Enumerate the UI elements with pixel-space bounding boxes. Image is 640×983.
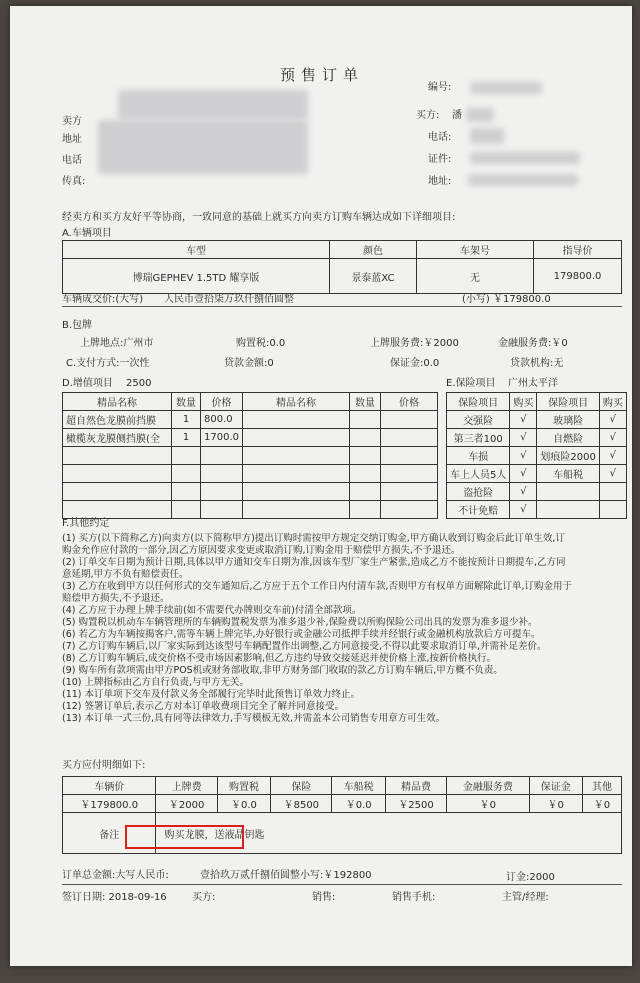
clause-line: 赔偿甲方损失,不予退还。	[62, 593, 170, 604]
redacted-order-number	[470, 82, 542, 94]
buyer-id-label: 证件:	[428, 154, 452, 165]
order-number-label: 编号:	[428, 82, 452, 93]
plate-service-fee: 上牌服务费:￥2000	[370, 338, 459, 349]
ins-check: √	[510, 429, 537, 447]
deal-price-caps: 人民币壹拾柒万玖仟捌佰圆整	[164, 294, 294, 305]
ins-check: √	[599, 411, 626, 429]
col-header-plate-fee: 上牌费	[156, 777, 217, 795]
payment-value: ￥0	[529, 795, 582, 813]
document-title: 预售订单	[280, 66, 365, 84]
sales-phone-label: 销售手机:	[392, 892, 436, 903]
ins-check: √	[510, 465, 537, 483]
col-header-vessel-tax: 车船税	[332, 777, 385, 795]
payment-value: ￥8500	[271, 795, 332, 813]
ins-item: 不计免赔	[447, 501, 510, 519]
clause-line: (1) 买方(以下简称乙方)向卖方(以下简称甲方)提出订购时需按甲方规定交纳订购金,甲方确认收到订购金后此订单生效,订	[62, 533, 565, 544]
col-header-acc-name: 精品名称	[63, 393, 172, 411]
col-header-acc-name-2: 精品名称	[243, 393, 350, 411]
ins-check	[599, 483, 626, 501]
payment-value: ￥2500	[385, 795, 446, 813]
col-header-purchase-tax: 购置税	[217, 777, 270, 795]
clause-line: (9) 购车所有款项需由甲方POS机或财务部收取,非甲方财务部门收取的款乙方订购车辆后,甲方概不负责。	[62, 665, 503, 676]
ins-item: 交强险	[447, 411, 510, 429]
payment-value: ￥0	[582, 795, 621, 813]
clause-line: (5) 购置税以机动车车辆管理所的车辆购置税发票为准多退少补,保险费以所购保险公司出具的发票为准多退少补。	[62, 617, 538, 628]
clause-line: (6) 若乙方为车辆按揭客户,需等车辆上牌完毕,办好银行或金融公司抵押手续并经银行或金融机构放款后方可提车。	[62, 629, 541, 640]
col-header-deposit: 保证金	[529, 777, 582, 795]
clause-line: (2) 订单交车日期为预计日期,具体以甲方通知交车日期为准,因该车型厂家生产紧张,造成乙方不能按预计日期提车,乙方同	[62, 557, 566, 568]
col-header-ins-buy-2: 购买	[599, 393, 626, 411]
col-header-car-price: 车辆价	[63, 777, 156, 795]
total-small: 小写:￥192800	[300, 870, 372, 881]
deal-price-label: 车辆成交价:(大写)	[62, 294, 144, 305]
section-a-label: A.车辆项目	[62, 228, 112, 239]
intro-text: 经卖方和买方友好平等协商，一致同意的基础上就买方向卖方订购车辆达成如下详细项目:	[62, 212, 456, 223]
acc-name: 超自然色龙膜前挡膜	[63, 411, 172, 429]
purchase-tax: 购置税:0.0	[236, 338, 286, 349]
ins-item: 玻璃险	[537, 411, 599, 429]
table-row	[447, 447, 627, 465]
section-d-total: 2500	[126, 378, 152, 389]
loan-org: 贷款机构:无	[510, 358, 564, 369]
table-row	[63, 411, 438, 429]
insurance-table	[446, 392, 627, 519]
sign-date: 签订日期: 2018-09-16	[62, 892, 167, 903]
seller-label: 卖方	[62, 116, 82, 127]
ins-item: 盗抢险	[447, 483, 510, 501]
clause-line: (13) 本订单一式三份,具有同等法律效力,手写模板无效,并需盖本公司销售专用章方可生效。	[62, 713, 446, 724]
payment-value: ￥0.0	[217, 795, 270, 813]
ins-check: √	[510, 483, 537, 501]
vehicle-color: 景泰蓝XC	[330, 259, 417, 294]
clause-line: (10) 上牌指标由乙方自行负责,与甲方无关。	[62, 677, 250, 688]
col-header-acc-qty: 数量	[172, 393, 201, 411]
col-header-guide-price: 指导价	[534, 241, 622, 259]
table-row	[447, 483, 627, 501]
remark-value: 购买龙膜，送液晶钥匙	[156, 813, 622, 854]
acc-name: 橄榄灰龙膜侧挡膜(全	[63, 429, 172, 447]
buyer-signature-label: 买方:	[192, 892, 216, 903]
col-header-other: 其他	[582, 777, 621, 795]
ins-item	[537, 501, 599, 519]
col-header-model: 车型	[63, 241, 330, 259]
clause-line: (12) 签署订单后,表示乙方对本订单收费项目完全了解并同意接受。	[62, 701, 345, 712]
col-header-acc-qty-2: 数量	[350, 393, 381, 411]
ins-check: √	[510, 501, 537, 519]
table-row	[447, 501, 627, 519]
clause-line: 购金允作应付款的一部分,因乙方原因要求变更或取消订购,订购金用于赔偿甲方损失,不予退还。	[62, 545, 461, 556]
col-header-finance-fee: 金融服务费	[447, 777, 529, 795]
ins-item: 划痕险2000	[537, 447, 599, 465]
ins-item	[537, 483, 599, 501]
clause-line: (8) 乙方订购车辆后,成交价格不受市场因素影响,但乙方违约导致交接延迟并使价格上涨,按新价格执行。	[62, 653, 497, 664]
col-header-ins-item-2: 保险项目	[537, 393, 599, 411]
ins-item: 车上人员5人	[447, 465, 510, 483]
buyer-address-label: 地址:	[428, 176, 452, 187]
ins-item: 车损	[447, 447, 510, 465]
finance-service-fee: 金融服务费:￥0	[498, 338, 568, 349]
table-row	[63, 795, 622, 813]
acc-qty: 1	[172, 429, 201, 447]
table-row	[447, 465, 627, 483]
section-e-label: E.保险项目	[446, 378, 496, 389]
table-row	[447, 429, 627, 447]
redacted-buyer-id	[470, 152, 580, 164]
remark-label: 备注	[63, 813, 156, 854]
ins-item: 车船税	[537, 465, 599, 483]
buyer-name: 潘	[452, 110, 462, 121]
vehicle-guide-price: 179800.0	[534, 259, 622, 294]
col-header-color: 颜色	[330, 241, 417, 259]
payment-value: ￥0.0	[332, 795, 385, 813]
ins-check: √	[510, 411, 537, 429]
col-header-ins-item: 保险项目	[447, 393, 510, 411]
col-header-insurance: 保险	[271, 777, 332, 795]
acc-qty: 1	[172, 411, 201, 429]
seller-phone-label: 电话	[62, 155, 82, 166]
col-header-acc-price-2: 价格	[381, 393, 438, 411]
payment-value: ￥179800.0	[63, 795, 156, 813]
redacted-seller	[118, 90, 308, 120]
total-label: 订单总金额:大写人民币:	[62, 870, 169, 881]
ins-check: √	[599, 429, 626, 447]
vehicle-model: 博瑞GEPHEV 1.5TD 耀享版	[63, 259, 330, 294]
accessories-table	[62, 392, 438, 519]
vehicle-vin: 无	[417, 259, 534, 294]
redacted-buyer-address	[468, 174, 578, 186]
sales-label: 销售:	[312, 892, 336, 903]
clause-line: (4) 乙方应于办理上牌手续前(如不需要代办牌则交车前)付清全部款项。	[62, 605, 362, 616]
divider	[62, 884, 622, 885]
col-header-ins-buy: 购买	[510, 393, 537, 411]
deposit-amount: 订金:2000	[506, 872, 555, 883]
redacted-buyer-phone	[470, 128, 504, 144]
remark-highlight-box	[125, 825, 244, 849]
col-header-accessories: 精品费	[385, 777, 446, 795]
insurance-company: 广州太平洋	[508, 378, 558, 389]
acc-price: 800.0	[201, 411, 243, 429]
section-f-label: F.其他约定	[62, 518, 110, 529]
divider	[62, 306, 622, 307]
manager-label: 主管/经理:	[502, 892, 549, 903]
plate-place: 上牌地点:广州市	[80, 338, 154, 349]
seller-address-label: 地址	[62, 134, 82, 145]
ins-item: 第三者100	[447, 429, 510, 447]
table-row	[447, 411, 627, 429]
section-d-label: D.增值项目	[62, 378, 113, 389]
seller-fax-label: 传真:	[62, 176, 86, 187]
table-row	[63, 429, 438, 447]
ins-item: 自燃险	[537, 429, 599, 447]
col-header-acc-price: 价格	[201, 393, 243, 411]
clause-line: (7) 乙方订购车辆后,以厂家实际到达该型号车辆配置作出调整,乙方同意接受,不得以此要求取消订单,并需补足差价。	[62, 641, 547, 652]
buyer-label: 买方:	[416, 110, 440, 121]
payment-value: ￥0	[447, 795, 529, 813]
acc-price: 1700.0	[201, 429, 243, 447]
redacted-buyer	[466, 108, 494, 122]
payment-value: ￥2000	[156, 795, 217, 813]
buyer-phone-label: 电话:	[428, 132, 452, 143]
deposit: 保证金:0.0	[390, 358, 440, 369]
ins-check: √	[599, 447, 626, 465]
ins-check: √	[599, 465, 626, 483]
clause-line: (11) 本订单项下交车及付款义务全部履行完毕时此预售订单效力终止。	[62, 689, 361, 700]
vehicle-table	[62, 240, 622, 294]
clause-line: (3) 乙方在收到甲方以任何形式的交车通知后,乙方应于五个工作日内付清车款,否则甲方有权单方面解除此订单,订购金用于	[62, 581, 573, 592]
total-caps: 壹拾玖万贰仟捌佰圆整	[200, 870, 300, 881]
payment-method: C.支付方式:一次性	[66, 358, 150, 369]
col-header-vin: 车架号	[417, 241, 534, 259]
clause-line: 意延期,甲方不负有赔偿责任。	[62, 569, 189, 580]
ins-check: √	[510, 447, 537, 465]
loan-amount: 贷款金额:0	[224, 358, 274, 369]
deal-price-small: (小写) ￥179800.0	[462, 294, 551, 305]
payment-detail-label: 买方应付明细如下:	[62, 760, 146, 771]
section-b-label: B.包牌	[62, 320, 93, 331]
redacted-seller-info	[98, 120, 308, 174]
ins-check	[599, 501, 626, 519]
